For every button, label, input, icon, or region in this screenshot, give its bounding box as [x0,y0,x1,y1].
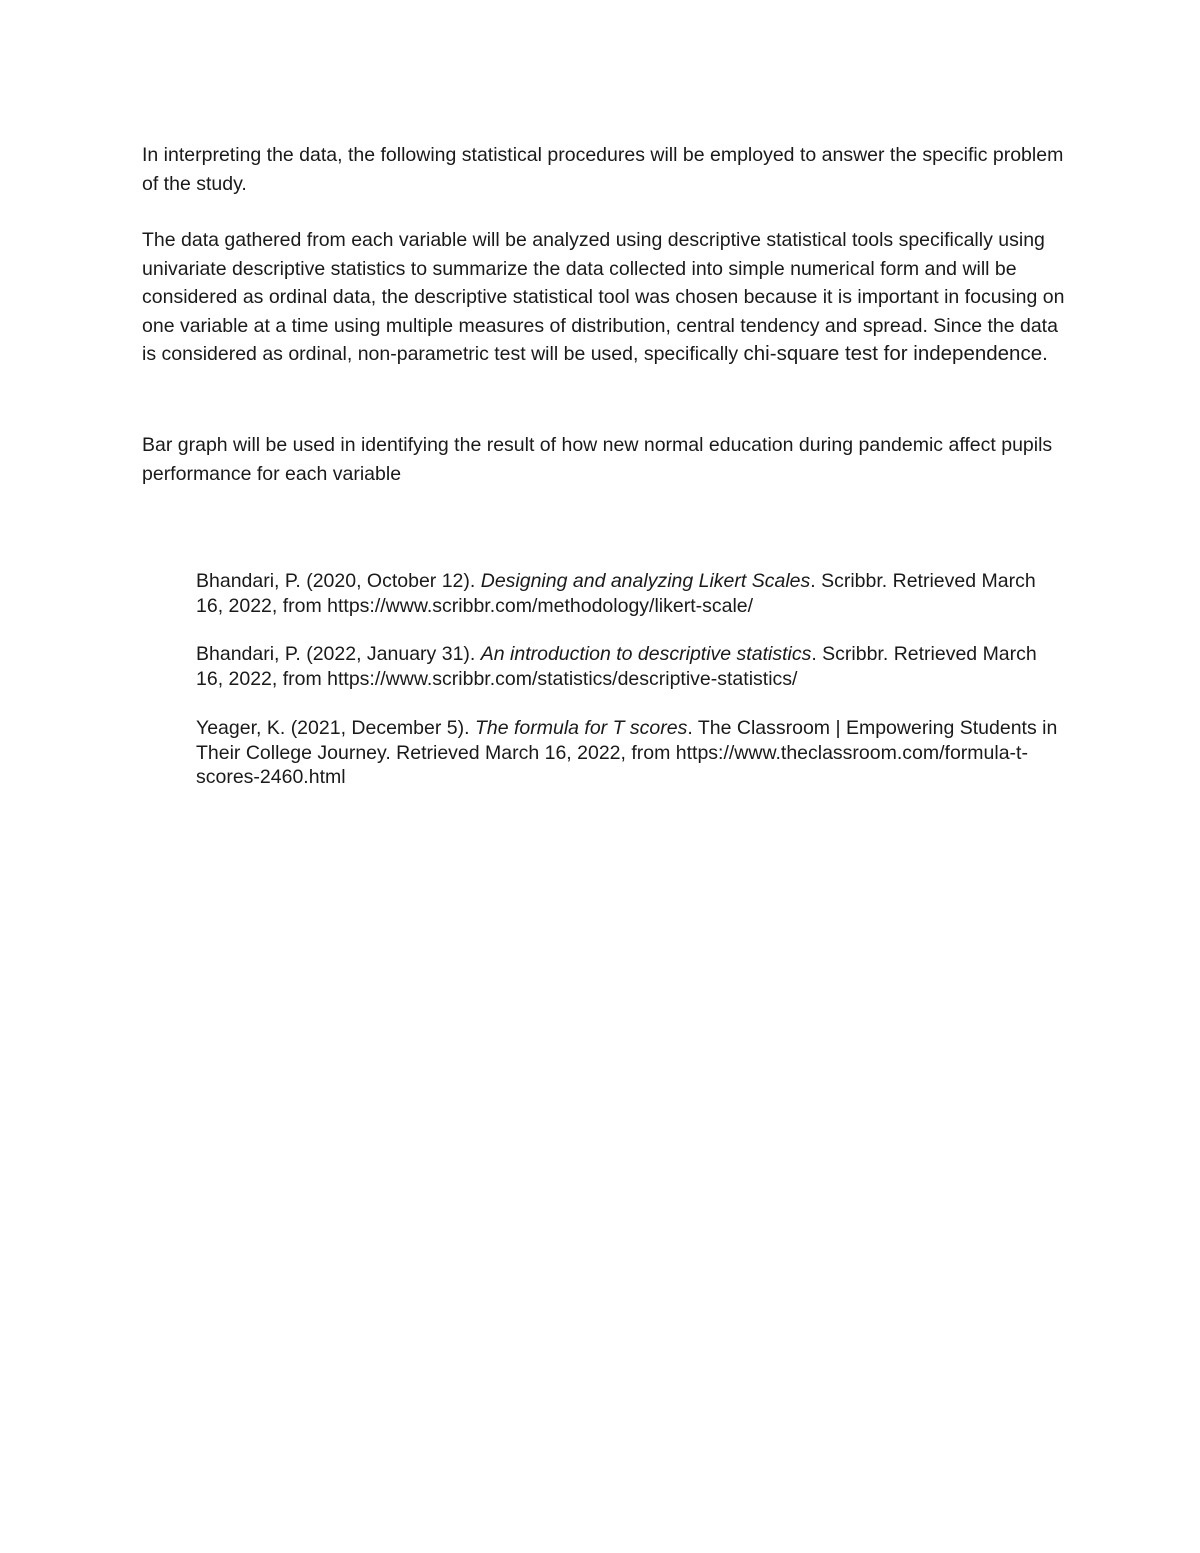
reference-title: The formula for T scores [474,717,688,739]
paragraph-methods-tail: chi-square test for independence. [743,342,1048,365]
reference-source: . Scribbr. Retrieved March 16, 2022, from https://www.scribbr.com/methodology/likert-scale/ [196,570,1036,617]
reference-author-date: Bhandari, P. (2022, January 31). [196,643,481,665]
reference-source: . The Classroom | Empowering Students in Their College Journey. Retrieved March 16, 2022, from https://www.theclassroom.com/formula-t-scores-2460.html [196,717,1058,788]
reference-title: An introduction to descriptive statistics [480,643,812,665]
paragraph-methods-text: The data gathered from each variable will be analyzed using descriptive statistical tools specifically using univariate descriptive statistics to summarize the data collected into simple numerical form and will be considered as ordinal data, the descriptive statistical tool was chosen because it is important in focusing on one variable at a time using multiple measures of distribution, central tendency and spread. Since the data is considered as ordinal, non-parametric test will be used, specifically [142,229,1065,365]
paragraph-bar-graph: Bar graph will be used in identifying the result of how new normal education during pandemic affect pupils performance for each variable [142,434,1053,485]
paragraph-intro: In interpreting the data, the following statistical procedures will be employed to answer the specific problem of the study. [142,144,1064,195]
paragraph-methods [142,226,1072,369]
reference-item [196,716,1066,790]
reference-author-date: Yeager, K. (2021, December 5). [196,717,475,739]
reference-item [196,569,1066,618]
reference-author-date: Bhandari, P. (2020, October 12). [196,570,481,592]
reference-source: . Scribbr. Retrieved March 16, 2022, from https://www.scribbr.com/statistics/descriptive-statistics/ [196,643,1037,690]
reference-item [196,642,1066,691]
reference-title: Designing and analyzing Likert Scales [480,570,811,592]
